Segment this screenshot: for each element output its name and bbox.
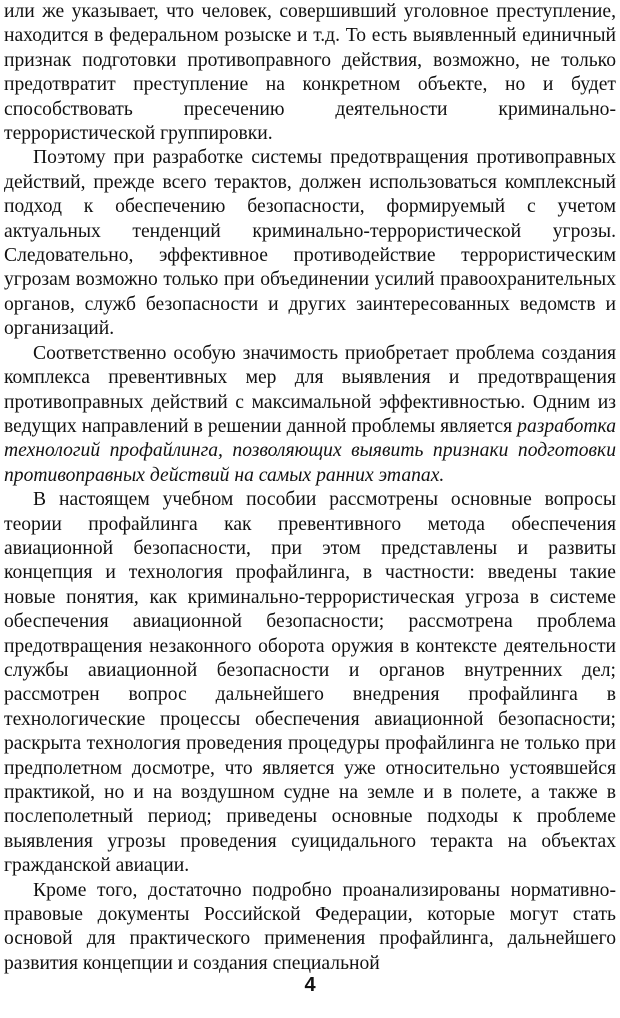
paragraph-4: В настоящем учебном пособии рассмотрены основные вопросы теории профайлинга как превентивного метода обеспечения авиационной безопасности, при этом представлены и развиты концепция и технология профайлинга, в частности: введены такие новые понятия, как криминально-террористическая угроза в системе обеспечения авиационной безопасности; рассмотрена проблема предотвращения незаконного оборота оружия в контексте деятельности службы авиационной безопасности и органов внутренних дел; рассмотрен вопрос дальнейшего внедрения профайлинга в технологические процессы обеспечения авиационной безопасности; раскрыта технология проведения процедуры профайлинга не только при предполетном досмотре, что является уже относительно устоявшейся практикой, но и на воздушном судне на земле и в полете, а также в послеполетный период; приведены основные подходы к проблеме выявления угрозы проведения суицидального теракта на объектах гражданской авиации. (4, 489, 616, 877)
body-text (4, 0, 616, 976)
paragraph-2: Поэтому при разработке системы предотвращения противоправных действий, прежде всего терактов, должен использоваться комплексный подход к обеспечению безопасности, формируемый с учетом актуальных тенденций криминально-террористической угрозы. Следовательно, эффективное противодействие террористическим угрозам возможно только при объединении усилий правоохранительных органов, служб безопасности и других заинтересованных ведомств и организаций. (4, 147, 616, 340)
paragraph-5: Кроме того, достаточно подробно проанализированы нормативно-правовые документы Российской Федерации, которые могут стать основой для практического применения профайлинга, дальнейшего развития концепции и создания специальной (4, 879, 616, 974)
paragraph-1: или же указывает, что человек, совершивший уголовное преступление, находится в федеральном розыске и т.д. То есть выявленный единичный признак подготовки противоправного действия, возможно, не только предотвратит преступление на конкретном объекте, но и будет способствовать пресечению деятельности криминально-террористической группировки. (4, 1, 616, 145)
paragraph-3 (4, 342, 616, 488)
page-number: 4 (304, 974, 316, 996)
paragraph-3-emphasis: разработка технологий профайлинга, позволяющих выявить признаки подготовки противоправных действий на самых ранних этапах. (4, 415, 616, 486)
paragraph-3-text: Соответственно особую значимость приобретает проблема создания комплекса превентивных мер для выявления и предотвращения противоправных действий с максимальной эффективностью. Одним из ведущих направлений в решении данной проблемы является (4, 342, 616, 437)
